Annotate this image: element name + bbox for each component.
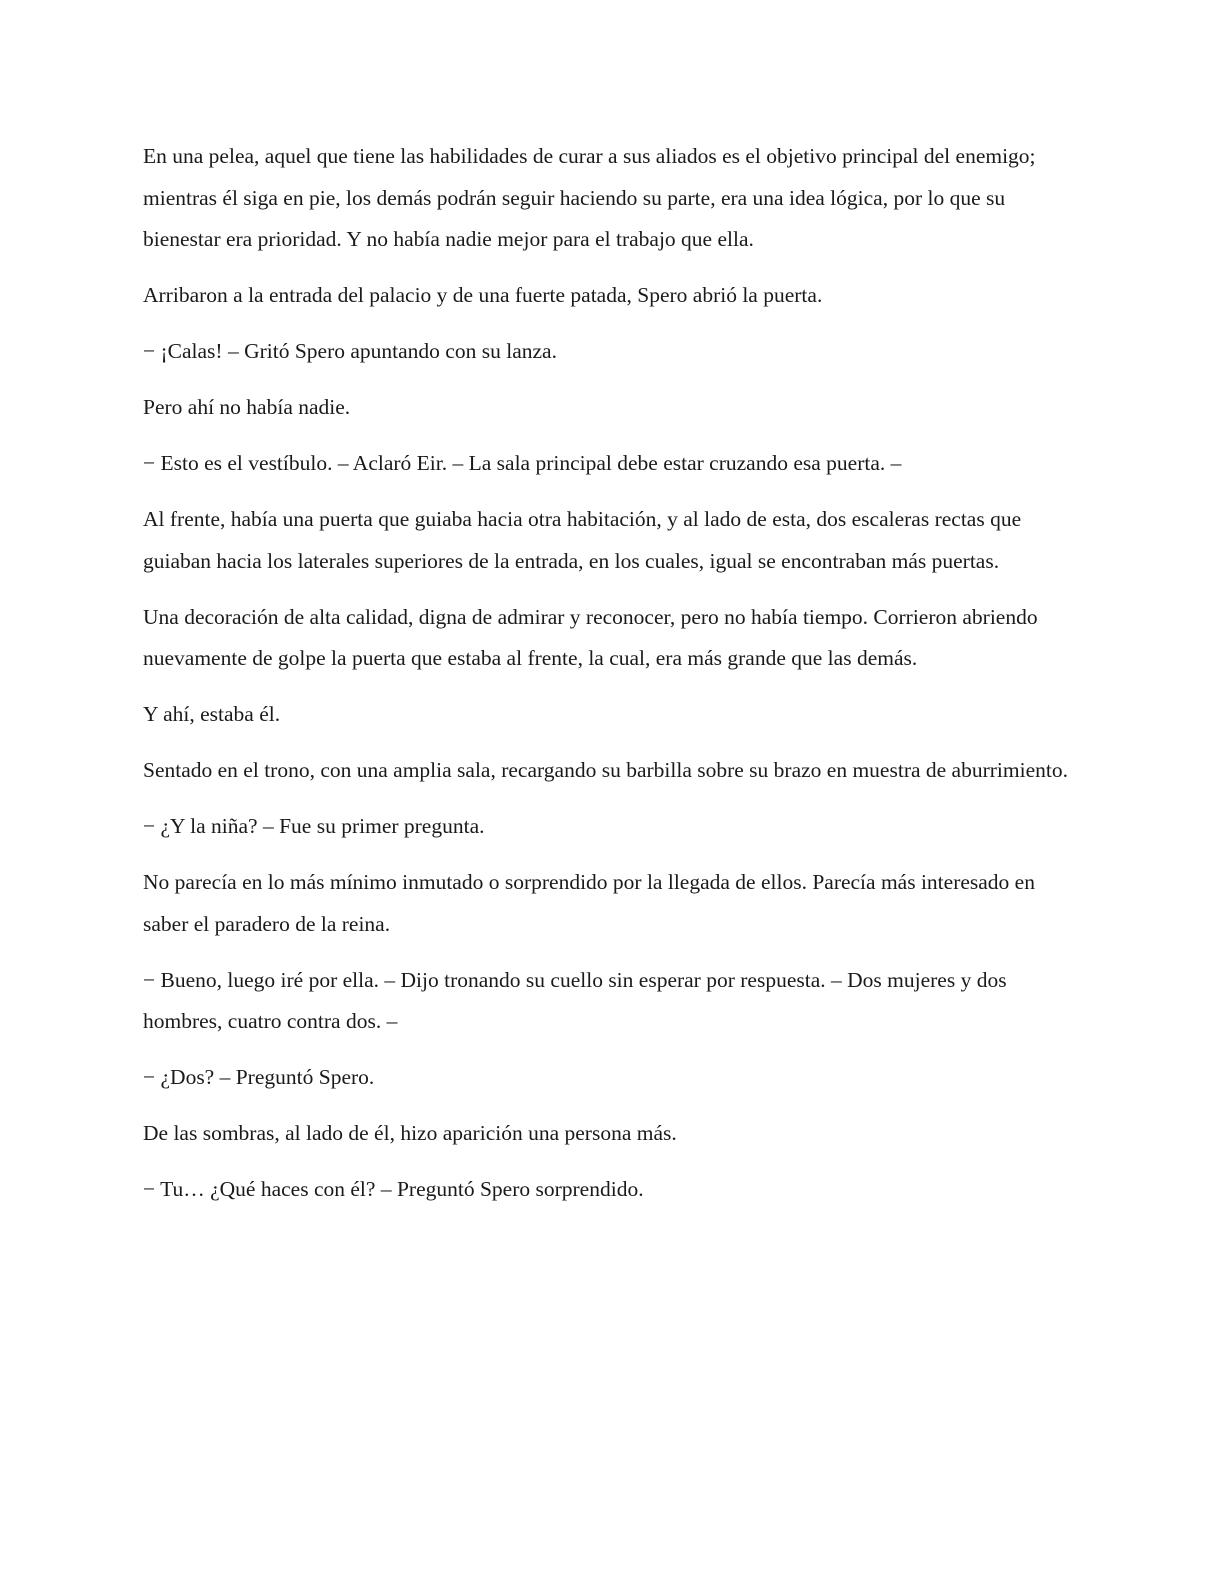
paragraph-10: − ¿Y la niña? – Fue su primer pregunta. [143,814,485,838]
paragraph-12: − Bueno, luego iré por ella. – Dijo tronando su cuello sin esperar por respuesta. – Dos mujeres y dos hombres, cuatro contra dos. – [143,967,1007,1033]
paragraph-13: − ¿Dos? – Preguntó Spero. [143,1065,375,1089]
paragraph-9: Sentado en el trono, con una amplia sala, recargando su barbilla sobre su brazo en muestra de aburrimiento. [143,758,1068,782]
paragraph-1: En una pelea, aquel que tiene las habilidades de curar a sus aliados es el objetivo principal del enemigo; mientras él siga en pie, los demás podrán seguir haciendo su parte, era una idea lógica, por lo que su bienestar era prioridad. Y no había nadie mejor para el trabajo que ella. [143,144,1036,251]
paragraph-15: − Tu… ¿Qué haces con él? – Preguntó Spero sorprendido. [143,1177,644,1201]
paragraph-14: De las sombras, al lado de él, hizo aparición una persona más. [143,1121,677,1145]
paragraph-2: Arribaron a la entrada del palacio y de una fuerte patada, Spero abrió la puerta. [143,283,823,307]
document-page [143,136,1083,1225]
paragraph-8: Y ahí, estaba él. [143,702,281,726]
paragraph-6: Al frente, había una puerta que guiaba hacia otra habitación, y al lado de esta, dos escaleras rectas que guiaban hacia los laterales superiores de la entrada, en los cuales, igual se encontraban más puertas. [143,507,1022,573]
paragraph-11: No parecía en lo más mínimo inmutado o sorprendido por la llegada de ellos. Parecía más interesado en saber el paradero de la reina. [143,870,1035,936]
paragraph-3: − ¡Calas! – Gritó Spero apuntando con su lanza. [143,339,557,363]
paragraph-4: Pero ahí no había nadie. [143,395,351,419]
paragraph-7: Una decoración de alta calidad, digna de admirar y reconocer, pero no había tiempo. Corrieron abriendo nuevamente de golpe la puerta que estaba al frente, la cual, era más grande que las demás. [143,604,1038,670]
paragraph-5: − Esto es el vestíbulo. – Aclaró Eir. – La sala principal debe estar cruzando esa puerta. – [143,451,902,475]
